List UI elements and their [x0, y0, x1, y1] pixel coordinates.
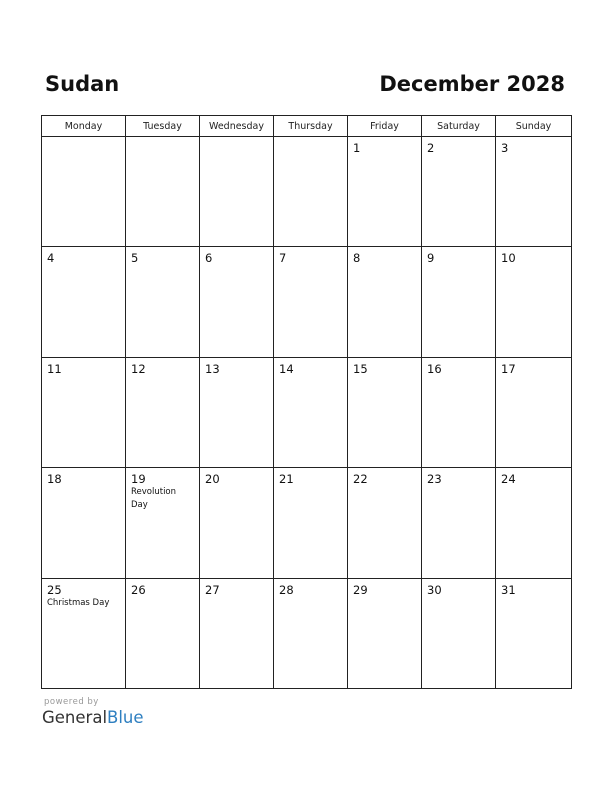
day-cell [496, 357, 572, 467]
day-cell [200, 357, 274, 467]
day-cell [274, 578, 348, 688]
day-number: 30 [427, 582, 442, 597]
day-cell [348, 137, 422, 247]
month-title: December 2028 [379, 72, 565, 96]
day-cell [200, 247, 274, 357]
day-number: 31 [501, 582, 516, 597]
day-number: 15 [353, 361, 368, 376]
day-number: 14 [279, 361, 294, 376]
holiday-label: Christmas Day [47, 597, 110, 608]
day-number: 26 [131, 582, 146, 597]
day-cell [422, 468, 496, 578]
day-cell [348, 468, 422, 578]
logo-text-general: General [42, 708, 108, 727]
day-cell [348, 578, 422, 688]
day-number: 20 [205, 472, 220, 487]
day-cell [126, 247, 200, 357]
day-number: 19 [131, 472, 146, 487]
day-cell [42, 468, 126, 578]
day-number [42, 137, 125, 141]
day-number: 6 [205, 251, 213, 266]
day-cell [42, 578, 126, 688]
day-number: 28 [279, 582, 294, 597]
day-cell [422, 357, 496, 467]
day-number: 13 [205, 361, 220, 376]
day-number: 17 [501, 361, 516, 376]
day-cell [200, 137, 274, 247]
footer [42, 697, 144, 728]
day-cell [422, 137, 496, 247]
day-cell [126, 357, 200, 467]
day-number: 25 [47, 582, 62, 597]
day-number: 22 [353, 472, 368, 487]
day-cell [274, 357, 348, 467]
day-cell [496, 247, 572, 357]
day-cell [348, 247, 422, 357]
day-number: 9 [427, 251, 435, 266]
day-number: 27 [205, 582, 220, 597]
week-row [42, 578, 572, 688]
day-cell [274, 137, 348, 247]
holiday-label: Revolution Day [131, 487, 177, 511]
country-title: Sudan [45, 72, 120, 96]
day-cell [42, 357, 126, 467]
day-cell [422, 578, 496, 688]
weekday-header-saturday: Saturday [422, 116, 496, 137]
day-number [200, 137, 273, 141]
day-number: 16 [427, 361, 442, 376]
week-row [42, 137, 572, 247]
day-cell [422, 247, 496, 357]
weekday-header-tuesday: Tuesday [126, 116, 200, 137]
day-number: 5 [131, 251, 139, 266]
day-cell [200, 468, 274, 578]
day-number: 10 [501, 251, 516, 266]
day-number: 23 [427, 472, 442, 487]
week-row [42, 468, 572, 578]
logo-text-blue: Blue [107, 708, 144, 727]
day-cell [496, 468, 572, 578]
day-number: 12 [131, 361, 146, 376]
day-cell [274, 247, 348, 357]
day-number: 4 [47, 251, 55, 266]
day-number: 7 [279, 251, 287, 266]
day-cell [348, 357, 422, 467]
day-cell [42, 247, 126, 357]
calendar-grid [41, 115, 572, 689]
day-cell [126, 137, 200, 247]
weekday-header-row [42, 116, 572, 137]
day-number [274, 137, 347, 141]
day-number: 8 [353, 251, 361, 266]
day-cell [200, 578, 274, 688]
day-number: 21 [279, 472, 294, 487]
day-cell [42, 137, 126, 247]
weekday-header-sunday: Sunday [496, 116, 572, 137]
day-number: 11 [47, 361, 62, 376]
weekday-header-thursday: Thursday [274, 116, 348, 137]
week-row [42, 357, 572, 467]
weekday-header-wednesday: Wednesday [200, 116, 274, 137]
generalblue-logo[interactable] [42, 708, 144, 728]
weekday-header-friday: Friday [348, 116, 422, 137]
day-number: 1 [353, 141, 361, 155]
day-number: 3 [501, 141, 509, 155]
day-cell [496, 137, 572, 247]
day-number: 24 [501, 472, 516, 487]
day-number: 2 [427, 141, 435, 155]
day-number: 29 [353, 582, 368, 597]
day-cell [496, 578, 572, 688]
day-number [126, 137, 199, 141]
day-number: 18 [47, 472, 62, 487]
day-cell [126, 468, 200, 578]
week-row [42, 247, 572, 357]
weekday-header-monday: Monday [42, 116, 126, 137]
day-cell [274, 468, 348, 578]
day-cell [126, 578, 200, 688]
powered-by-label: powered by [44, 697, 99, 707]
